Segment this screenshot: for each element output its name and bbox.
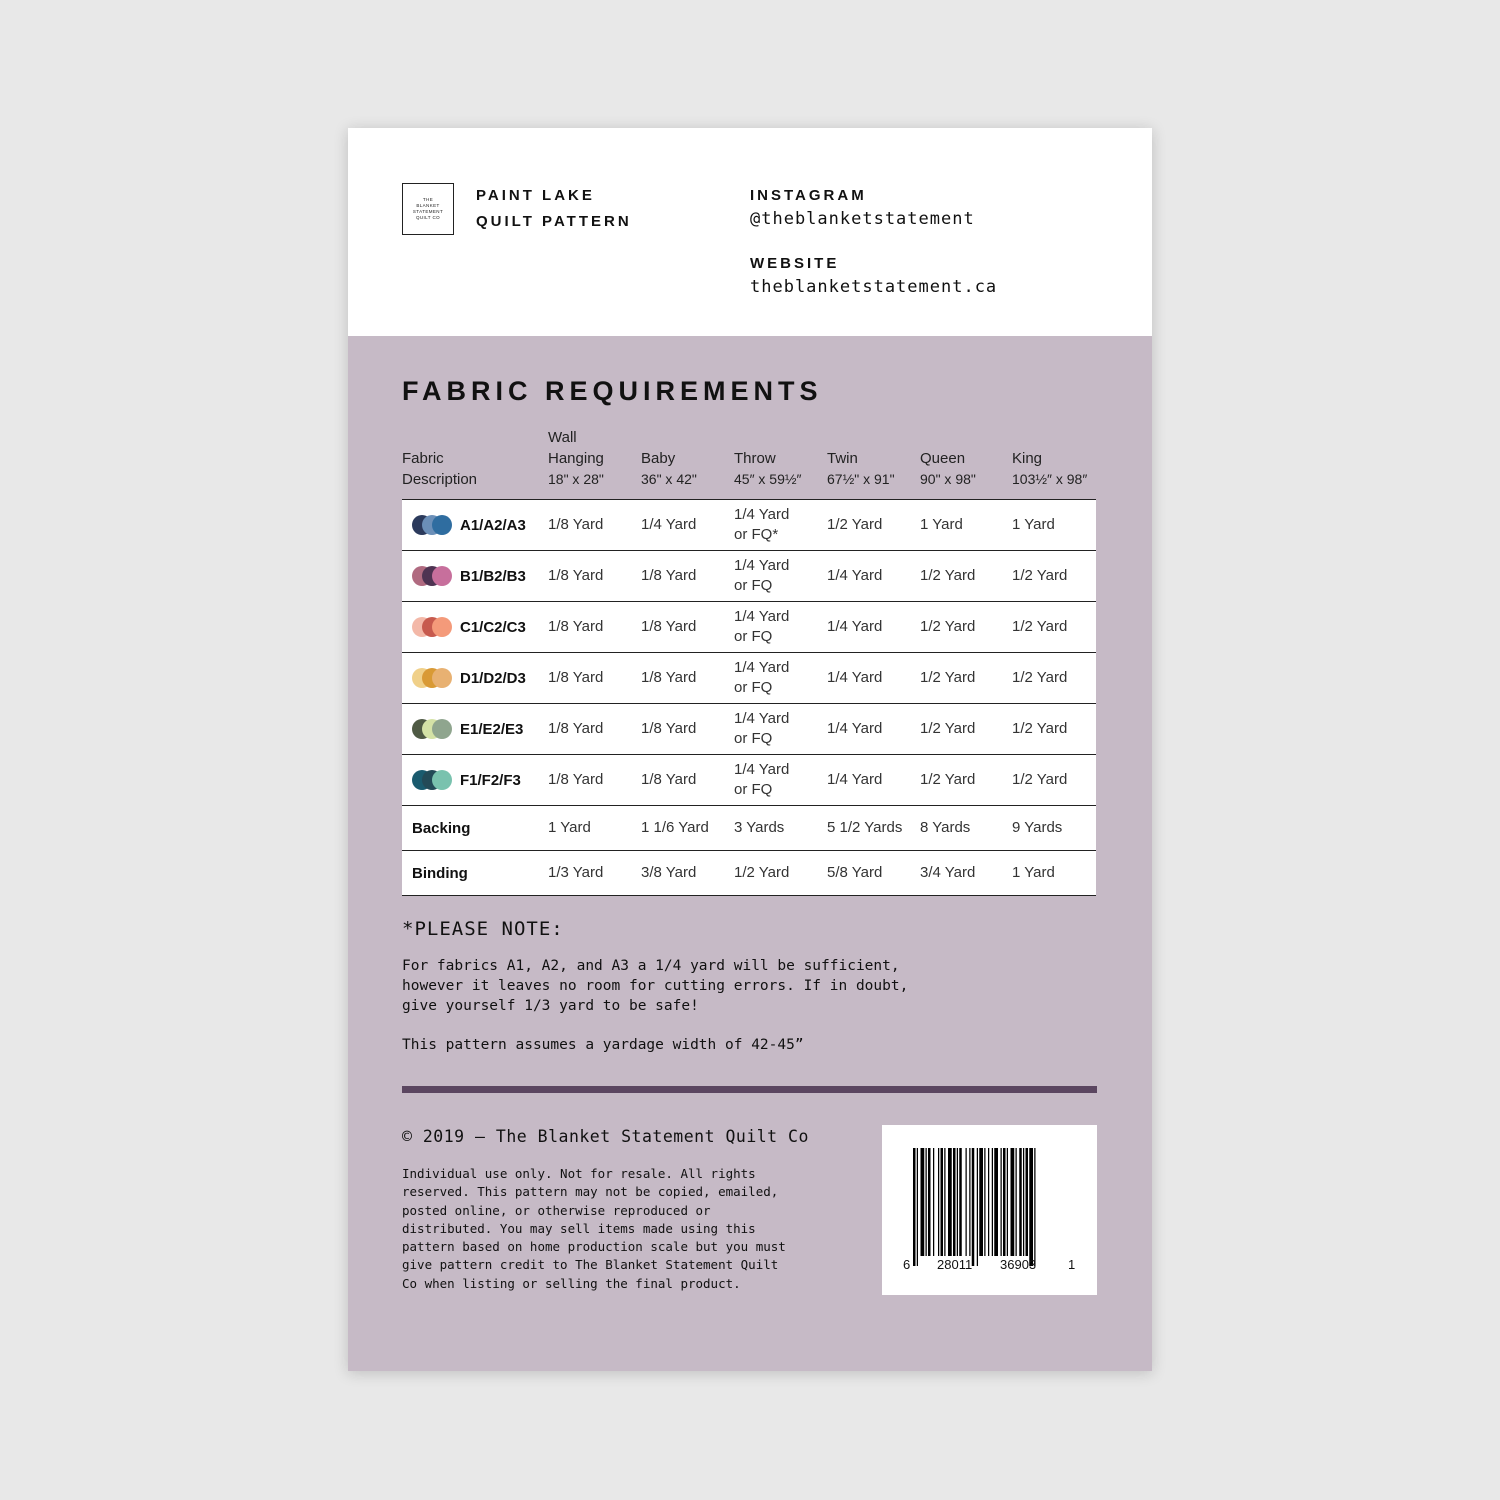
fabric-requirements-heading: FABRIC REQUIREMENTS (402, 376, 823, 406)
column-header-1 (548, 427, 604, 490)
barcode-bar (941, 1148, 944, 1256)
table-cell: 1/8 Yard (548, 669, 604, 686)
column-header-6 (1012, 448, 1087, 490)
table-cell: 1/8 Yard (641, 669, 697, 686)
table-cell: 1/2 Yard (920, 618, 976, 635)
table-row (402, 704, 1096, 755)
table-cell: 1/8 Yard (548, 567, 604, 584)
barcode-bar (988, 1148, 989, 1256)
note-paragraph-width: This pattern assumes a yardage width of 42-45” (402, 1037, 804, 1053)
table-cell: 1/4 Yard or FQ (734, 761, 790, 798)
table-cell: 3 Yards (734, 819, 785, 836)
pattern-name: PAINT LAKE (476, 187, 595, 204)
pattern-card (348, 128, 1152, 1371)
column-header-size: 45″ x 59½″ (734, 471, 802, 487)
column-header-0 (402, 448, 477, 490)
column-header-line: Queen (920, 450, 966, 467)
barcode-digits-left: 28011 (937, 1257, 973, 1272)
table-cell: 1/4 Yard (827, 618, 883, 635)
table-cell: 1/2 Yard (920, 669, 976, 686)
color-swatch (432, 719, 452, 739)
column-header-2 (641, 448, 697, 490)
table-cell: 1/8 Yard (641, 771, 697, 788)
barcode-bar (1016, 1148, 1017, 1256)
legal-notice: Individual use only. Not for resale. All rights reserved. This pattern may not be copied, emailed, posted online, or otherwise reproduced or distributed. You may sell items made using this pattern based on home production scale but you must give pattern credit to The Blanket Statement Quilt Co when listing or selling the final product. (402, 1166, 786, 1291)
website-label: WEBSITE (750, 255, 840, 272)
card-header (348, 128, 1152, 336)
table-row (402, 551, 1096, 602)
column-header-line: Wall (548, 429, 577, 446)
barcode-bar (1007, 1148, 1008, 1256)
barcode-bar (984, 1148, 985, 1256)
table-cell: 1/4 Yard or FQ (734, 659, 790, 696)
barcode-bar (913, 1148, 916, 1266)
barcode-bar (1001, 1148, 1002, 1256)
color-swatch (432, 566, 452, 586)
column-header-line: Baby (641, 450, 676, 467)
table-cell: 1/8 Yard (548, 618, 604, 635)
table-cell: 1/4 Yard (641, 516, 697, 533)
note-heading: *PLEASE NOTE: (402, 918, 564, 940)
barcode-bar (938, 1148, 939, 1256)
table-cell: 1/4 Yard (827, 720, 883, 737)
barcode-bar (966, 1148, 967, 1256)
row-label: F1/F2/F3 (460, 771, 521, 789)
column-header-4 (827, 448, 895, 490)
table-cell: 8 Yards (920, 819, 971, 836)
table-cell: 1/3 Yard (548, 864, 604, 881)
barcode-bar (917, 1148, 918, 1266)
table-cell: 1/2 Yard (827, 516, 883, 533)
barcode (882, 1125, 1097, 1295)
table-cell: 1/2 Yard (920, 720, 976, 737)
barcode-digit-prefix: 6 (903, 1257, 911, 1272)
column-header-size: 18" x 28" (548, 471, 604, 487)
website-link[interactable]: theblanketstatement.ca (750, 277, 998, 297)
barcode-bar (959, 1148, 962, 1256)
column-header-line: Description (402, 471, 478, 488)
table-cell: 3/8 Yard (641, 864, 697, 881)
barcode-bars (882, 1125, 1097, 1295)
table-cell: 1/2 Yard (734, 864, 790, 881)
table-cell: 1/4 Yard (827, 669, 883, 686)
pattern-type: QUILT PATTERN (476, 213, 632, 230)
table-row (402, 653, 1096, 704)
table-cell: 1 1/6 Yard (641, 819, 709, 836)
table-cell: 5 1/2 Yards (827, 819, 903, 836)
copyright: © 2019 – The Blanket Statement Quilt Co (402, 1127, 809, 1146)
table-cell: 1/4 Yard or FQ (734, 557, 790, 594)
note-paragraph-yardage: For fabrics A1, A2, and A3 a 1/4 yard will be sufficient, however it leaves no room for cutting errors. If in doubt, give yourself 1/3 yard to be safe! (402, 958, 909, 1014)
table-row (402, 755, 1096, 806)
table-cell: 1/4 Yard or FQ (734, 608, 790, 645)
table-cell: 1/4 Yard or FQ (734, 710, 790, 747)
barcode-bar (1026, 1148, 1029, 1256)
table-cell: 1/2 Yard (920, 771, 976, 788)
barcode-bar (953, 1148, 956, 1256)
table-cell: 1/8 Yard (641, 567, 697, 584)
barcode-bar (972, 1148, 975, 1266)
table-cell: 3/4 Yard (920, 864, 976, 881)
section-divider (402, 1086, 1097, 1093)
row-label: Binding (412, 864, 468, 882)
table-cell: 1/2 Yard (920, 567, 976, 584)
instagram-handle[interactable]: @theblanketstatement (750, 209, 975, 229)
table-cell: 1/4 Yard (827, 771, 883, 788)
table-cell: 1 Yard (548, 819, 591, 836)
table-cell: 1/2 Yard (1012, 771, 1068, 788)
barcode-bar (933, 1148, 934, 1256)
table-cell: 1/8 Yard (641, 720, 697, 737)
table-cell: 1/4 Yard or FQ* (734, 506, 790, 543)
table-row (402, 806, 1096, 851)
fabric-requirements-table (402, 499, 1096, 896)
table-cell: 1/8 Yard (548, 516, 604, 533)
barcode-bar (926, 1148, 927, 1256)
column-header-size: 103½″ x 98″ (1012, 471, 1088, 487)
barcode-bar (928, 1148, 931, 1256)
barcode-digit-check: 1 (1068, 1257, 1076, 1272)
row-label: E1/E2/E3 (460, 720, 524, 738)
color-swatch (432, 617, 452, 637)
color-swatch (432, 770, 452, 790)
barcode-bar (992, 1148, 993, 1256)
row-label: B1/B2/B3 (460, 567, 526, 585)
table-cell: 1/8 Yard (548, 771, 604, 788)
barcode-bar (957, 1148, 958, 1256)
barcode-bar (1029, 1148, 1033, 1266)
color-swatch (432, 668, 452, 688)
column-header-3 (734, 448, 802, 490)
table-cell: 1 Yard (1012, 864, 1055, 881)
table-cell: 1/2 Yard (1012, 720, 1068, 737)
barcode-bar (969, 1148, 970, 1256)
column-header-line: Hanging (548, 450, 604, 467)
barcode-digits-right: 36903 (1000, 1257, 1037, 1272)
table-row (402, 499, 1096, 551)
table-cell: 1/2 Yard (1012, 669, 1068, 686)
row-label: Backing (412, 819, 471, 837)
color-swatch (432, 515, 452, 535)
barcode-bar (1034, 1148, 1035, 1266)
table-row (402, 602, 1096, 653)
column-header-size: 90" x 98" (920, 471, 976, 487)
row-label: C1/C2/C3 (460, 618, 526, 636)
barcode-bar (1003, 1148, 1006, 1256)
brand-logo: THE BLANKET STATEMENT QUILT CO (402, 183, 454, 235)
barcode-bar (977, 1148, 978, 1266)
table-cell: 1/8 Yard (548, 720, 604, 737)
table-row (402, 851, 1096, 896)
instagram-label: INSTAGRAM (750, 187, 867, 204)
barcode-bar (1019, 1148, 1022, 1256)
barcode-bar (944, 1148, 945, 1256)
column-header-line: Throw (734, 450, 776, 467)
table-cell: 1 Yard (920, 516, 963, 533)
barcode-bar (979, 1148, 983, 1256)
table-cell: 1/8 Yard (641, 618, 697, 635)
table-cell: 9 Yards (1012, 819, 1063, 836)
barcode-bar (948, 1148, 952, 1256)
table-cell: 1/4 Yard (827, 567, 883, 584)
barcode-bar (994, 1148, 998, 1256)
table-cell: 1/2 Yard (1012, 567, 1068, 584)
column-header-5 (920, 448, 976, 490)
barcode-bar (1023, 1148, 1024, 1256)
row-label: A1/A2/A3 (460, 516, 526, 534)
column-header-line: King (1012, 450, 1043, 467)
barcode-bar (1011, 1148, 1015, 1256)
table-cell: 1/2 Yard (1012, 618, 1068, 635)
table-cell: 1 Yard (1012, 516, 1055, 533)
barcode-bar (921, 1148, 925, 1256)
column-header-size: 36" x 42" (641, 471, 697, 487)
column-header-line: Fabric (402, 450, 444, 467)
row-label: D1/D2/D3 (460, 669, 526, 687)
column-header-size: 67½" x 91" (827, 471, 895, 487)
column-header-line: Twin (827, 450, 858, 467)
table-cell: 5/8 Yard (827, 864, 883, 881)
